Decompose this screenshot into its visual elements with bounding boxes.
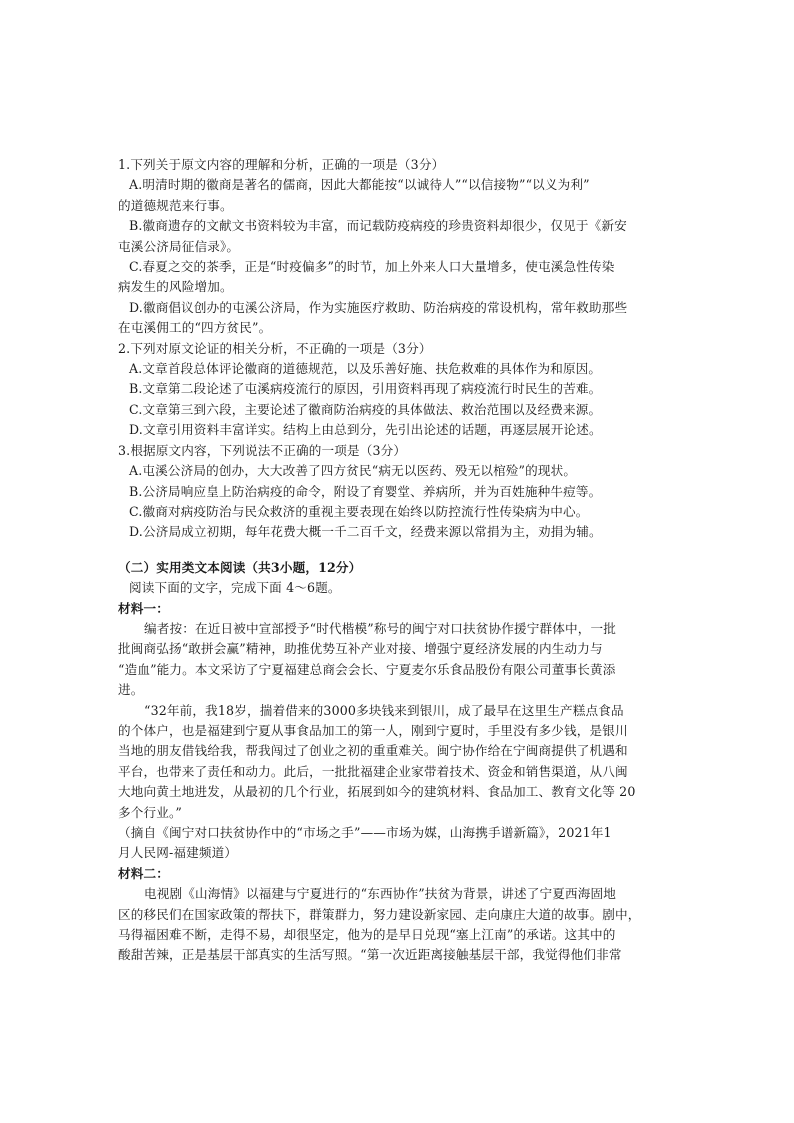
text-line: 大地向黄土地进发，从最初的几个行业，拓展到如今的建筑材料、食品加工、教育文化等 20: [118, 784, 636, 800]
text-line: 病发生的风险增加。: [118, 279, 233, 295]
text-line: A.屯溪公济局的创办，大大改善了四方贫民“病无以医药、殁无以棺殓”的现状。: [129, 463, 577, 479]
text-line: C.文章第三到六段，主要论述了徽商防治病疫的具体做法、救治范围以及经费来源。: [129, 401, 602, 417]
text-line: 的个体户，也是福建到宁夏从事食品加工的第一人，刚到宁夏时，手里没有多少钱，是银川: [118, 722, 628, 738]
text-line: B.公济局响应皇上防治病疫的命令，附设了育婴堂、养病所，并为百姓施种牛痘等。: [129, 483, 602, 499]
text-line: 2.下列对原文论证的相关分析，不正确的一项是（3分）: [118, 340, 432, 356]
text-line: 当地的朋友借钱给我，帮我闯过了创业之初的重重难关。闽宁协作给在宁闽商提供了机遇和: [118, 743, 628, 759]
text-line: B.徽商遗存的文献文书资料较为丰富，而记载防疫病疫的珍贵资料却很少，仅见于《新安: [129, 218, 627, 234]
text-line: 1.下列关于原文内容的理解和分析，正确的一项是（3分）: [118, 157, 445, 172]
section-heading: 材料二：: [118, 865, 169, 881]
text-line: 编者按：在近日被中宣部授予“时代楷模”称号的闽宁对口扶贫协作援宁群体中，一批: [144, 620, 616, 636]
text-line: 3.根据原文内容，下列说法不正确的一项是（3分）: [118, 442, 407, 458]
text-line: 电视剧《山海情》以福建与宁夏进行的“东西协作”扶贫为背景，讲述了宁夏西海固地: [144, 886, 616, 902]
text-line: 屯溪公济局征信录》。: [118, 238, 240, 254]
section-heading: （二）实用类文本阅读（共3小题，12分）: [118, 559, 362, 575]
section-heading: 材料一：: [118, 600, 169, 616]
text-line: 马得福困难不断，走得不易，却很坚定，他为的是早日兑现“塞上江南”的承诺。这其中的: [118, 927, 616, 943]
text-line: C.徽商对病疫防治与民众救济的重视主要表现在始终以防控流行性传染病为中心。: [129, 503, 589, 519]
text-line: A.明清时期的徽商是著名的儒商，因此大都能按“以诚待人”“以信接物”“以义为利”: [129, 177, 590, 193]
text-line: （摘自《闽宁对口扶贫协作中的“市场之手”——市场为媒，山海携手谱新篇》，2021年1: [118, 825, 612, 840]
text-line: “32年前，我18岁，揣着借来的3000多块钱来到银川，成了最早在这里生产糕点食品: [144, 702, 624, 718]
text-line: B.文章第二段论述了屯溪病疫流行的原因，引用资料再现了病疫流行时民生的苦难。: [129, 381, 602, 397]
text-line: 进。: [118, 682, 144, 698]
text-line: 区的移民们在国家政策的帮扶下，群策群力，努力建设新家园、走向康庄大道的故事。剧中，: [118, 906, 641, 922]
text-line: 在屯溪佣工的“四方贫民”。: [118, 320, 272, 336]
section-gap: [118, 543, 686, 558]
text-line: 平台，也带来了责任和动力。此后，一批批福建企业家带着技术、资金和销售渠道，从八闽: [118, 763, 628, 779]
text-line: D.文章引用资料丰富详实。结构上由总到分，先引出论述的话题，再逐层展开论述。: [129, 422, 602, 438]
text-line: “造血”能力。本文采访了宁夏福建总商会会长、宁夏麦尔乐食品股份有限公司董事长黄添: [118, 661, 616, 677]
document-page: [118, 155, 686, 966]
text-line: 月人民网-福建频道）: [118, 845, 238, 861]
text-line: C.春夏之交的茶季，正是“时疫偏多”的时节，加上外来人口大量增多，使屯溪急性传染: [129, 259, 615, 275]
text-line: 多个行业。”: [118, 804, 183, 820]
text-line: 酸甜苦辣，正是基层干部真实的生活写照。“第一次近距离接触基层干部，我觉得他们非常: [118, 947, 622, 963]
text-line: 批闽商弘扬“敢拼会赢”精神，助推优势互补产业对接、增强宁夏经济发展的内生动力与: [118, 641, 603, 657]
text-line: D.徽商倡议创办的屯溪公济局，作为实施医疗救助、防治病疫的常设机构，常年救助那些: [129, 299, 628, 315]
text-line: 阅读下面的文字，完成下面 4～6题。: [129, 580, 341, 596]
text-line: 的道德规范来行事。: [118, 197, 233, 213]
text-line: D.公济局成立初期，每年花费大概一千二百千文，经费来源以常捐为主，劝捐为辅。: [129, 524, 602, 540]
text-line: A.文章首段总体评论徽商的道德规范，以及乐善好施、扶危救难的具体作为和原因。: [129, 361, 602, 377]
